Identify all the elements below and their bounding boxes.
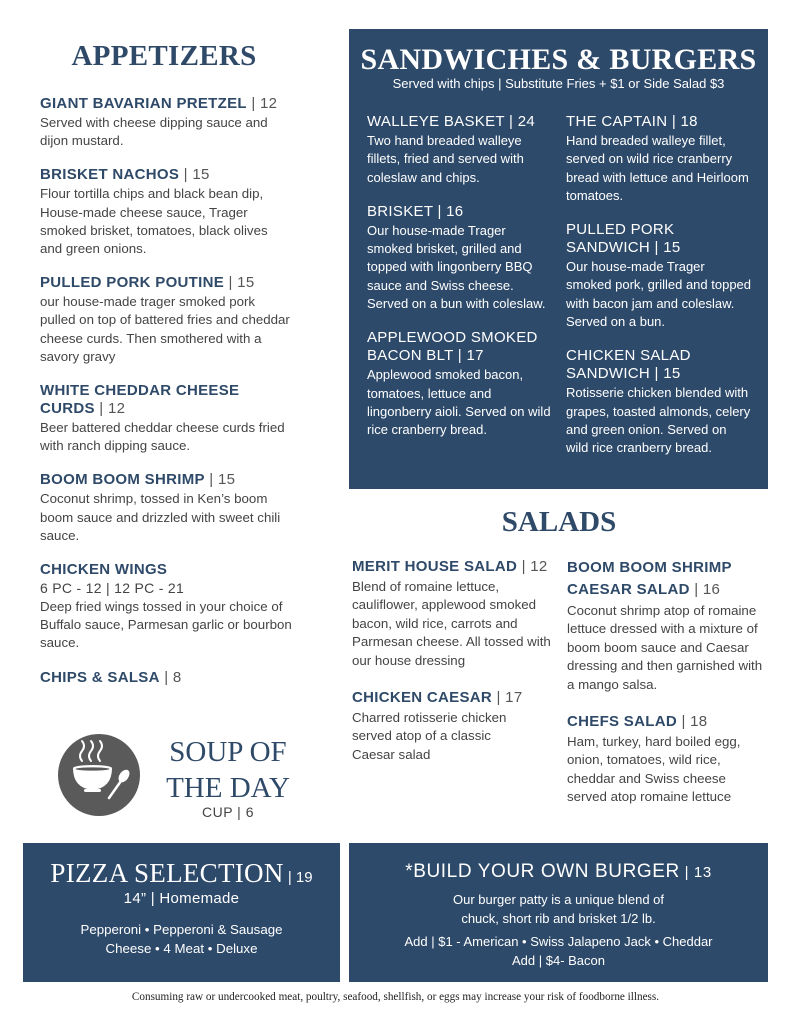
list-item bbox=[567, 712, 767, 807]
build-your-own-burger-section bbox=[349, 843, 768, 982]
item-description: Deep fried wings tossed in your choice of Buffalo sauce, Parmesan garlic or bourbon sauce. bbox=[40, 599, 292, 651]
byob-heading bbox=[349, 861, 768, 883]
list-item bbox=[40, 166, 292, 258]
appetizers-title: APPETIZERS bbox=[71, 40, 257, 72]
list-item-wings bbox=[40, 561, 292, 653]
list-item bbox=[40, 382, 292, 455]
item-description: Rotisserie chicken blended with grapes, toasted almonds, celery and green onion. Served on wild rice cranberry bread. bbox=[566, 385, 751, 456]
foodborne-illness-disclaimer: Consuming raw or undercooked meat, poultry, seafood, shellfish, or eggs may increase your risk of foodborne illness. bbox=[131, 991, 660, 1003]
pizza-section bbox=[23, 843, 340, 982]
item-price: | 15 bbox=[204, 471, 236, 489]
salads-column-right bbox=[567, 557, 767, 825]
item-description: Served with cheese dipping sauce and dijon mustard. bbox=[40, 115, 268, 149]
item-name: BRISKET NACHOS bbox=[40, 166, 180, 184]
item-name: BOOM BOOM SHRIMP CAESAR SALAD bbox=[567, 559, 732, 598]
item-name: APPLEWOOD SMOKED BACON BLT | 17 bbox=[367, 329, 538, 365]
item-price: | 12 bbox=[517, 558, 548, 575]
list-item bbox=[566, 113, 751, 205]
list-item bbox=[566, 221, 751, 331]
soup-title: SOUP OF THE DAY bbox=[166, 736, 290, 804]
item-price: | 17 bbox=[492, 689, 523, 707]
item-description: Beer battered cheddar cheese curds fried with ranch dipping sauce. bbox=[40, 420, 285, 454]
item-price: | 15 bbox=[179, 166, 210, 184]
byob-price: | 13 bbox=[679, 864, 712, 881]
item-description: Ham, turkey, hard boiled egg, onion, tomatoes, wild rice, cheddar and Swiss cheese served atop romaine lettuce bbox=[567, 734, 741, 805]
item-price: | 8 bbox=[159, 668, 182, 686]
item-name: BRISKET | 16 bbox=[367, 202, 464, 220]
item-description: Coconut shrimp atop of romaine lettuce dressed with a mixture of boom boom sauce and Caesar dressing and then garnished with a mango salsa. bbox=[567, 603, 763, 692]
item-description: Our house-made Trager smoked brisket, grilled and topped with lingonberry BBQ sauce and Swiss cheese. Served on a bun with coleslaw. bbox=[367, 222, 546, 312]
item-description: Two hand breaded walleye fillets, fried and served with coleslaw and chips. bbox=[367, 133, 524, 185]
item-description: Flour tortilla chips and black bean dip, House-made cheese sauce, Trager smoked brisket, tomatoes, black olives and green onions. bbox=[40, 186, 268, 257]
list-item bbox=[367, 203, 552, 313]
item-description: our house-made trager smoked pork pulled on top of battered fries and cheddar cheese curds. Then smothered with a savory gravy bbox=[40, 294, 290, 364]
item-description: Hand breaded walleye fillet, served on wild rice cranberry bread with lettuce and Heirloom tomatoes. bbox=[566, 133, 749, 203]
list-item bbox=[40, 274, 292, 366]
list-item bbox=[352, 557, 557, 670]
sandwiches-column-right bbox=[566, 113, 751, 474]
sandwiches-column-left bbox=[367, 113, 552, 456]
list-item bbox=[40, 471, 292, 545]
item-description: Applewood smoked bacon, tomatoes, lettuce and lingonberry aioli. Served on wild rice cranberry bread. bbox=[367, 367, 551, 438]
item-price: 6 PC - 12 | 12 PC - 21 bbox=[40, 580, 185, 597]
item-price: | 18 bbox=[676, 713, 708, 731]
byob-title: *BUILD YOUR OWN BURGER bbox=[405, 861, 680, 882]
item-name: WALLEYE BASKET | 24 bbox=[367, 113, 536, 130]
list-item bbox=[352, 688, 557, 764]
byob-description bbox=[349, 891, 768, 928]
appetizers-list bbox=[40, 95, 292, 687]
item-name: MERIT HOUSE SALAD bbox=[352, 558, 518, 575]
item-name: PULLED PORK POUTINE bbox=[40, 274, 225, 292]
list-item bbox=[567, 557, 767, 694]
sandwiches-subtitle: Served with chips | Substitute Fries + $1 or Side Salad $3 bbox=[392, 76, 725, 91]
byob-description-line: Our burger patty is a unique blend of bbox=[452, 892, 665, 907]
salads-column-left bbox=[352, 557, 557, 782]
pizza-options bbox=[23, 921, 340, 958]
byob-addon-line: Add | $4- Bacon bbox=[512, 953, 605, 968]
item-description: Blend of romaine lettuce, cauliflower, applewood smoked bacon, wild rice, carrots and Parmesan cheese. All tossed with our house dressing bbox=[352, 579, 551, 668]
list-item bbox=[367, 113, 552, 187]
item-name: BOOM BOOM SHRIMP bbox=[40, 471, 205, 489]
pizza-price: | 19 bbox=[283, 869, 313, 886]
pizza-options-line: Cheese • 4 Meat • Deluxe bbox=[105, 940, 258, 956]
item-price: | 12 bbox=[246, 95, 278, 112]
item-description: Charred rotisserie chicken served atop of a classic Caesar salad bbox=[352, 710, 507, 762]
item-price: | 15 bbox=[224, 274, 255, 292]
list-item-chips bbox=[40, 669, 292, 687]
item-name: THE CAPTAIN | 18 bbox=[566, 113, 698, 130]
list-item bbox=[40, 95, 292, 150]
byob-addon-line: Add | $1 - American • Swiss Jalapeno Jack • Cheddar bbox=[404, 934, 713, 949]
item-name: CHEFS SALAD bbox=[567, 713, 677, 731]
item-name: CHIPS & SALSA bbox=[40, 668, 160, 686]
appetizers-section bbox=[40, 40, 292, 687]
item-description: Coconut shrimp, tossed in Ken’s boom boom sauce and drizzled with sweet chili sauce. bbox=[40, 491, 281, 543]
soup-section bbox=[58, 734, 308, 824]
list-item bbox=[566, 347, 751, 457]
item-name: CHICKEN SALAD SANDWICH | 15 bbox=[566, 347, 691, 383]
byob-addons bbox=[349, 932, 768, 970]
item-name: WHITE CHEDDAR CHEESE CURDS bbox=[40, 382, 240, 418]
item-name: PULLED PORK SANDWICH | 15 bbox=[566, 221, 681, 257]
sandwiches-title: SANDWICHES & BURGERS bbox=[360, 43, 757, 76]
item-name: CHICKEN WINGS bbox=[40, 561, 168, 579]
byob-description-line: chuck, short rib and brisket 1/2 lb. bbox=[461, 910, 656, 926]
pizza-title: PIZZA SELECTION bbox=[50, 858, 284, 888]
item-price: | 16 bbox=[689, 581, 721, 598]
item-price: | 12 bbox=[94, 400, 126, 418]
pizza-options-line: Pepperoni • Pepperoni & Sausage bbox=[80, 922, 283, 937]
soup-bowl-icon bbox=[58, 734, 140, 816]
pizza-heading bbox=[23, 858, 340, 889]
pizza-size: 14” | Homemade bbox=[123, 890, 240, 907]
salads-title: SALADS bbox=[501, 506, 617, 538]
list-item bbox=[367, 329, 552, 439]
sandwiches-section bbox=[349, 29, 768, 489]
item-name: CHICKEN CAESAR bbox=[352, 689, 493, 707]
item-name: GIANT BAVARIAN PRETZEL bbox=[40, 95, 247, 112]
item-description: Our house-made Trager smoked pork, grilled and topped with bacon jam and coleslaw. Served on a bun. bbox=[566, 259, 752, 330]
soup-price: CUP | 6 bbox=[201, 804, 254, 820]
